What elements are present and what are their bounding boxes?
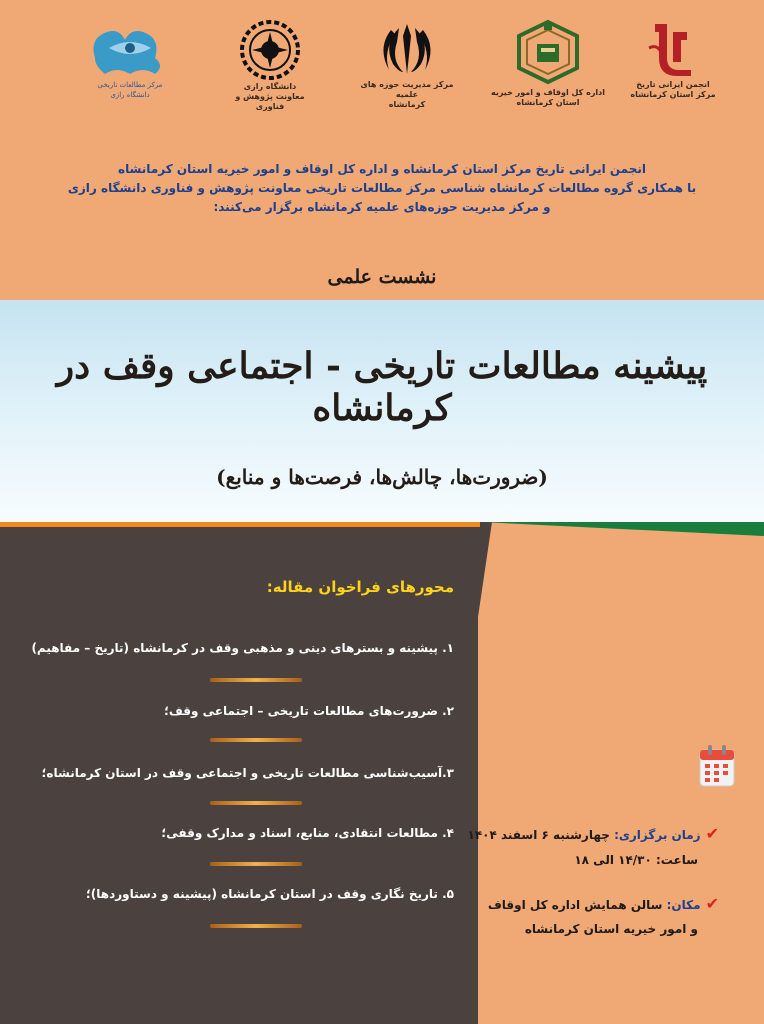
- research-center-logo: [70, 18, 190, 100]
- axis-item: ۱. پیشینه و بسترهای دینی و مذهبی وقف در کرمانشاه (تاریخ – مفاهیم): [31, 641, 454, 655]
- razi-emblem-icon: [238, 18, 302, 82]
- event-place: [488, 894, 719, 913]
- anjoman-caption: انجمن ایرانی تاریخ مرکز استان کرمانشاه: [630, 80, 716, 99]
- axis-item: ۵. تاریخ نگاری وقف در استان کرمانشاه (پیشینه و دستاوردها)؛: [85, 887, 454, 901]
- orange-stripe: [0, 522, 480, 527]
- time-value: چهارشنبه ۶ اسفند ۱۴۰۴: [467, 828, 610, 842]
- logos-row: [0, 0, 764, 150]
- event-hour: ساعت: ۱۴/۳۰ الی ۱۸: [574, 853, 698, 867]
- hozeh-logo: [352, 18, 462, 110]
- anjoman-logo: [628, 18, 718, 100]
- awqaf-logo: [478, 18, 618, 108]
- check-icon: ✔: [705, 824, 719, 843]
- axes-panel-edge: [478, 522, 492, 617]
- research-center-emblem-icon: [85, 18, 175, 80]
- item-divider: [210, 801, 302, 805]
- event-type-label: نشست علمی: [327, 266, 437, 288]
- axis-item: ۲. ضرورت‌های مطالعات تاریخی – اجتماعی وقف؛: [164, 704, 454, 718]
- iran-emblem-icon: [377, 18, 437, 80]
- anjoman-emblem-icon: [647, 18, 699, 80]
- item-divider: [210, 862, 302, 866]
- axes-heading: محورهای فراخوان مقاله:: [266, 578, 454, 596]
- event-time: [467, 824, 719, 843]
- research-center-caption: مرکز مطالعات تاریخی دانشگاه رازی: [97, 81, 163, 99]
- item-divider: [210, 678, 302, 682]
- intro-text: [0, 160, 764, 217]
- item-divider: [210, 738, 302, 742]
- axis-item: ۴. مطالعات انتقادی، منابع، اسناد و مدارک وقفی؛: [161, 826, 454, 840]
- hozeh-caption: مرکز مدیریت حوزه های علمیه کرمانشاه: [360, 80, 454, 109]
- page-subtitle: (ضرورت‌ها، چالش‌ها، فرصت‌ها و منابع): [216, 465, 548, 489]
- razi-caption: دانشگاه رازی معاونت پژوهش و فناوری: [235, 82, 305, 111]
- intro-line-1: انجمن ایرانی تاریخ مرکز استان کرمانشاه و اداره کل اوقاف و امور خیریه استان کرمانشاه: [118, 162, 646, 176]
- time-label: زمان برگزاری:: [614, 828, 701, 842]
- page-title: پیشینه مطالعات تاریخی - اجتماعی وقف در کرمانشاه: [56, 345, 708, 429]
- check-icon: ✔: [705, 894, 719, 913]
- calendar-icon: [698, 742, 736, 790]
- intro-line-3: و مرکز مدیریت حوزه‌های علمیه کرمانشاه برگزار می‌کنند:: [213, 200, 551, 214]
- awqaf-caption: اداره کل اوقاف و امور خیریه استان کرمانشاه: [490, 88, 606, 107]
- axis-item: ۳.آسیب‌شناسی مطالعات تاریخی و اجتماعی وقف در استان کرمانشاه؛: [41, 766, 454, 780]
- green-stripe: [480, 522, 764, 536]
- place-label: مکان:: [666, 898, 701, 912]
- awqaf-emblem-icon: [507, 18, 589, 88]
- item-divider: [210, 924, 302, 928]
- razi-logo: [222, 18, 318, 112]
- place-value: سالن همایش اداره کل اوقاف: [487, 898, 663, 912]
- event-place-line2: و امور خیریه استان کرمانشاه: [524, 922, 698, 936]
- intro-line-2: با همکاری گروه مطالعات کرمانشاه شناسی مرکز مطالعات تاریخی معاونت پژوهش و فناوری دانشگاه رازی: [67, 181, 697, 195]
